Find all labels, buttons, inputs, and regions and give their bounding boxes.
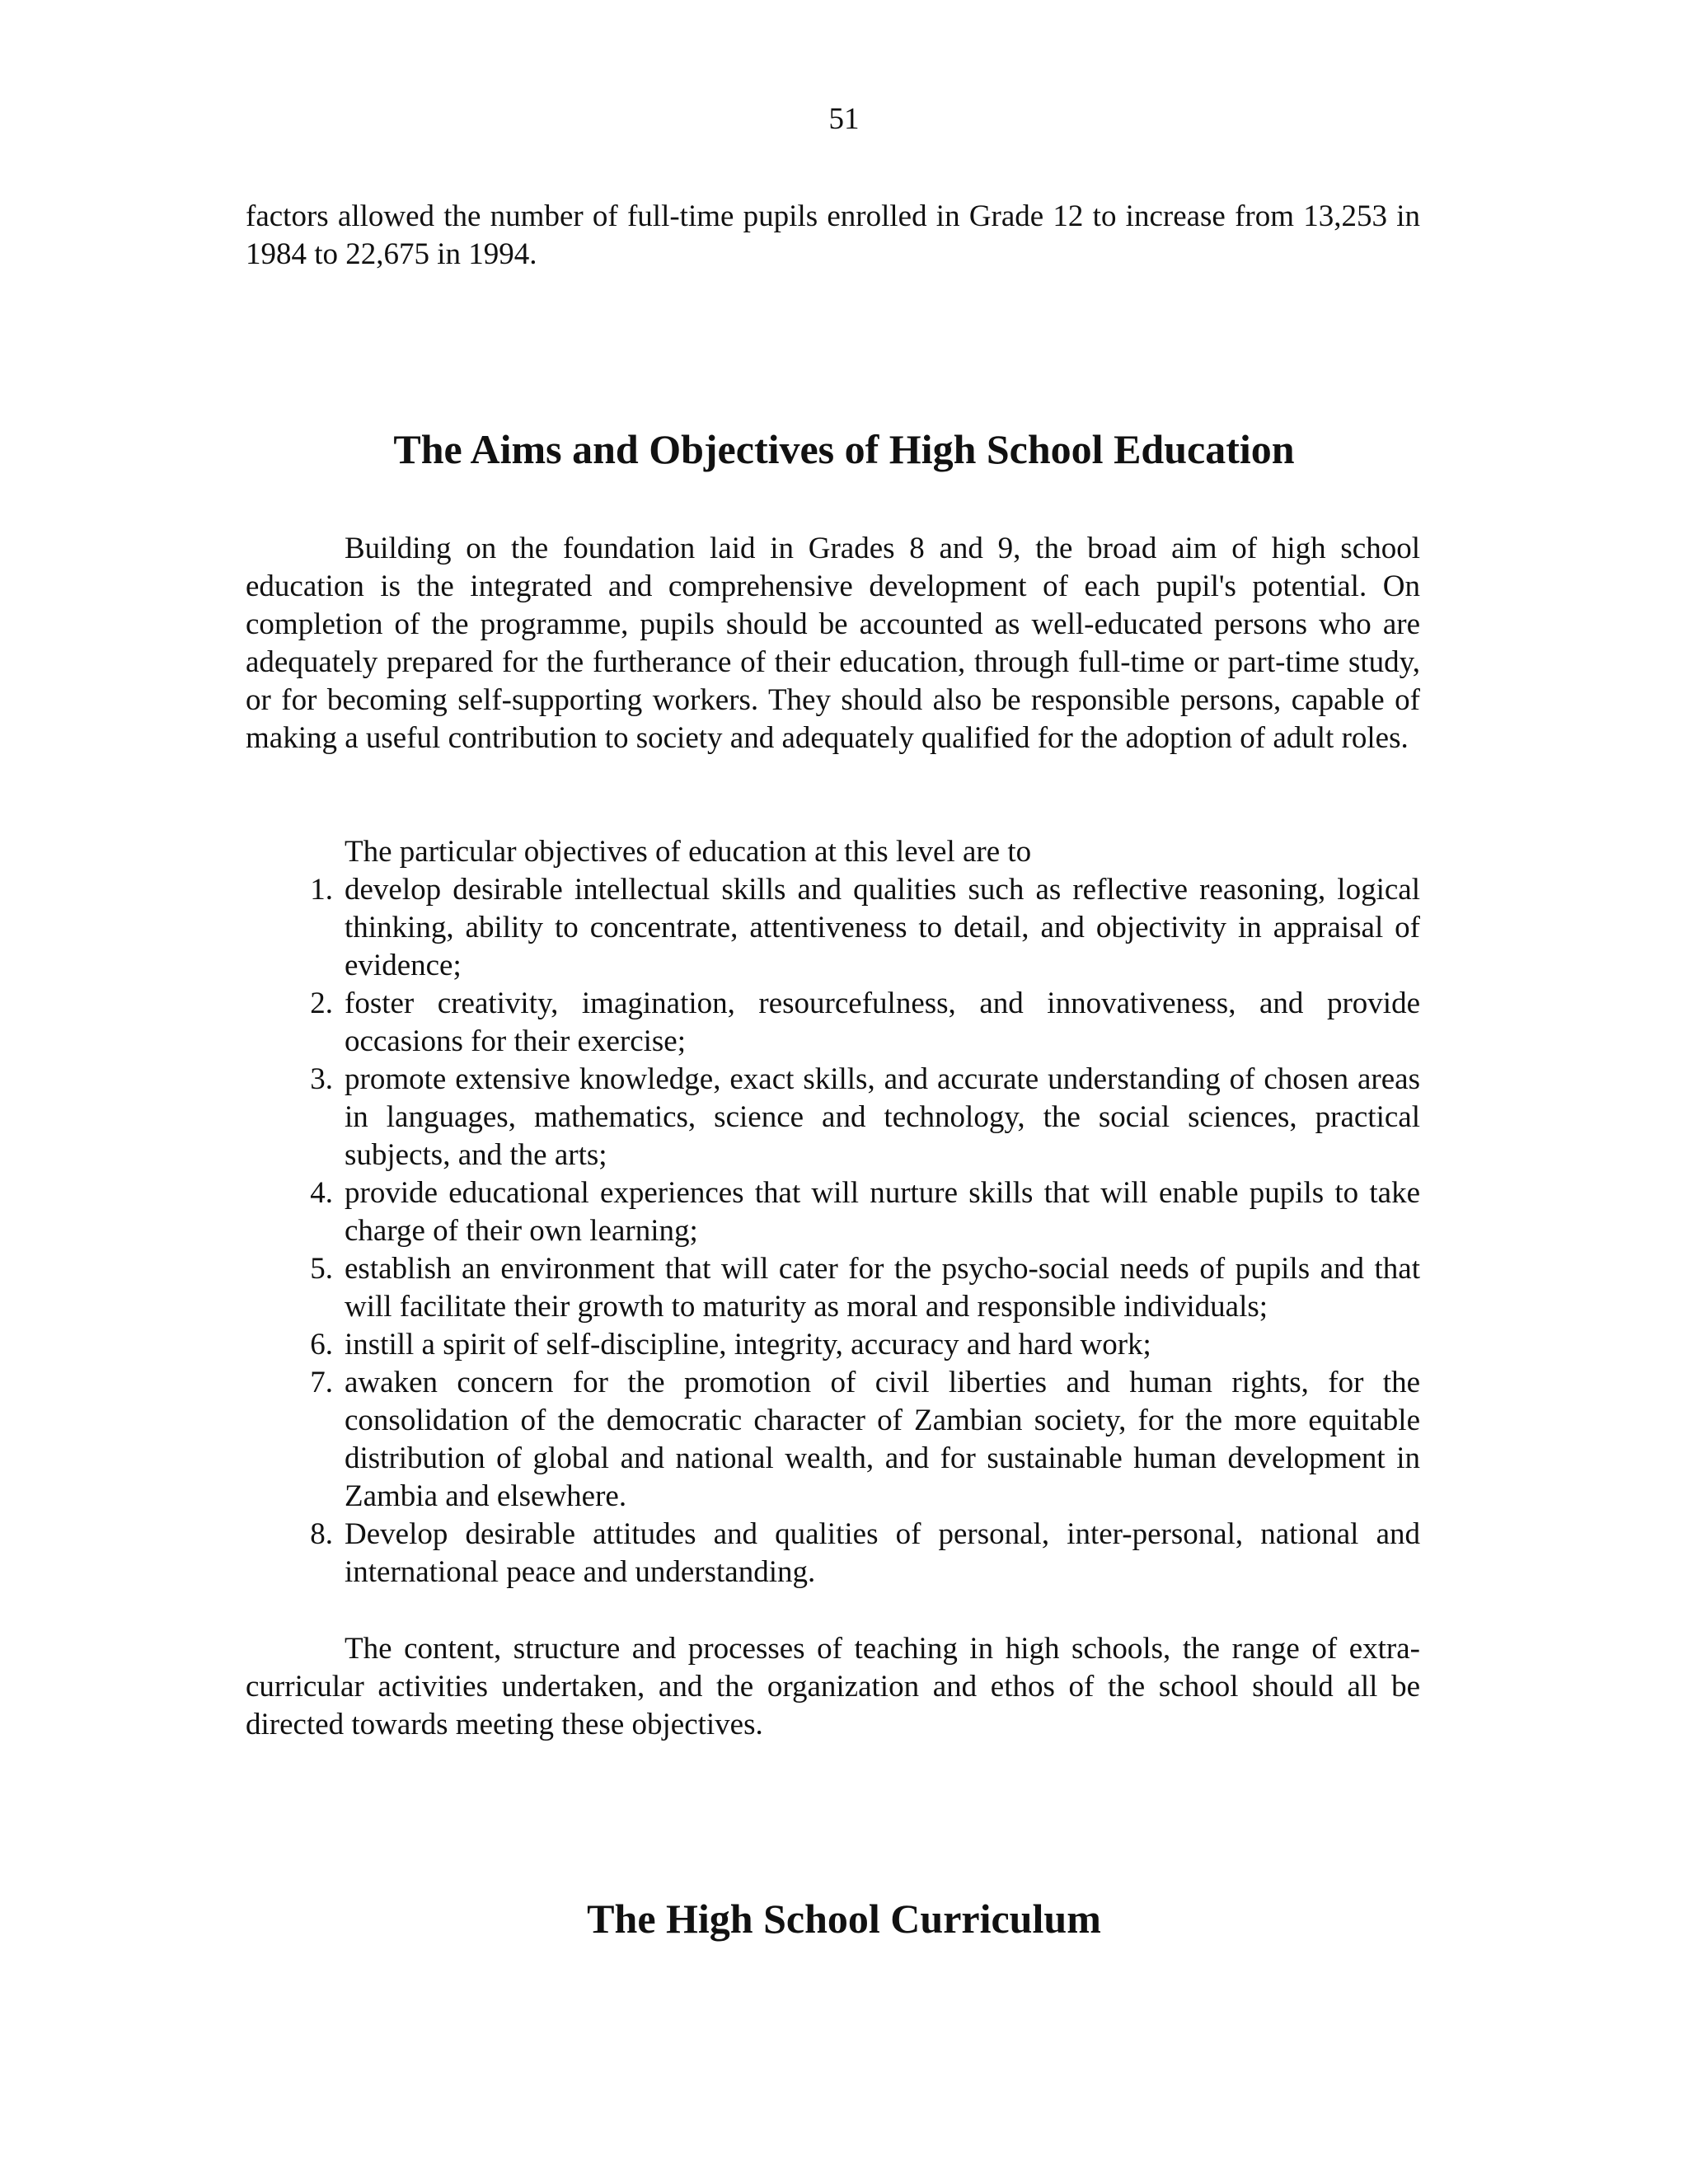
- objective-item: [246, 1364, 1420, 1516]
- aims-paragraph: Building on the foundation laid in Grades 8 and 9, the broad aim of high school education is the integrated and comprehensive development of each pupil's potential. On completion of the programme, pupils should be accounted as well-educated persons who are adequately prepared for the furtherance of their education, through full-time or part-time study, or for becoming self-supporting workers. They should also be responsible persons, capable of making a useful contribution to society and adequately qualified for the adoption of adult roles.: [246, 532, 1420, 755]
- objective-text: provide educational experiences that will nurture skills that will enable pupils to take charge of their own learning;: [345, 1176, 1420, 1248]
- objective-number: 7.: [310, 1366, 333, 1399]
- objective-item: [246, 1326, 1420, 1364]
- objective-item: [246, 1061, 1420, 1174]
- intro-paragraph: factors allowed the number of full-time pupils enrolled in Grade 12 to increase from 13,253 in 1984 to 22,675 in 1994.: [246, 199, 1420, 271]
- objective-text: promote extensive knowledge, exact skills, and accurate understanding of chosen areas in languages, mathematics, science and technology, the social sciences, practical subjects, and the arts;: [345, 1062, 1420, 1172]
- objective-number: 4.: [310, 1176, 333, 1210]
- objective-number: 1.: [310, 873, 333, 907]
- objective-number: 2.: [310, 987, 333, 1020]
- intro-paragraph-block: [246, 198, 1420, 274]
- objective-text: develop desirable intellectual skills and qualities such as reflective reasoning, logical thinking, ability to concentrate, attentiveness to detail, and objectivity in appraisal of evidence;: [345, 873, 1420, 982]
- objective-number: 6.: [310, 1328, 333, 1361]
- section-heading-aims: The Aims and Objectives of High School Education: [393, 426, 1295, 472]
- objective-text: awaken concern for the promotion of civil liberties and human rights, for the consolidation of the democratic character of Zambian society, for the more equitable distribution of global and national wealth, and for sustainable human development in Zambia and elsewhere.: [345, 1366, 1420, 1513]
- objective-number: 5.: [310, 1252, 333, 1286]
- aims-paragraph-block: [246, 530, 1420, 757]
- closing-paragraph-block: [246, 1630, 1420, 1744]
- objective-item: [246, 1174, 1420, 1250]
- objective-number: 8.: [310, 1517, 333, 1551]
- objective-item: [246, 871, 1420, 985]
- section-heading-curriculum: The High School Curriculum: [587, 1896, 1101, 1942]
- objective-item: [246, 1516, 1420, 1591]
- objective-text: foster creativity, imagination, resourcefulness, and innovativeness, and provide occasions for their exercise;: [345, 987, 1420, 1058]
- objective-text: Develop desirable attitudes and qualities of personal, inter-personal, national and international peace and understanding.: [345, 1517, 1420, 1589]
- objective-item: [246, 1250, 1420, 1326]
- objective-text: establish an environment that will cater for the psycho-social needs of pupils and that will facilitate their growth to maturity as moral and responsible individuals;: [345, 1252, 1420, 1324]
- objective-item: [246, 985, 1420, 1061]
- objectives-list: [246, 871, 1420, 1591]
- objective-number: 3.: [310, 1062, 333, 1096]
- page-number: 51: [828, 102, 860, 136]
- objectives-block: [246, 833, 1420, 1591]
- objective-text: instill a spirit of self-discipline, integrity, accuracy and hard work;: [345, 1328, 1151, 1361]
- closing-paragraph: The content, structure and processes of teaching in high schools, the range of extra-curricular activities undertaken, and the organization and ethos of the school should all be directed towards meeting these objectives.: [246, 1632, 1420, 1741]
- objectives-intro: The particular objectives of education at this level are to: [345, 835, 1032, 869]
